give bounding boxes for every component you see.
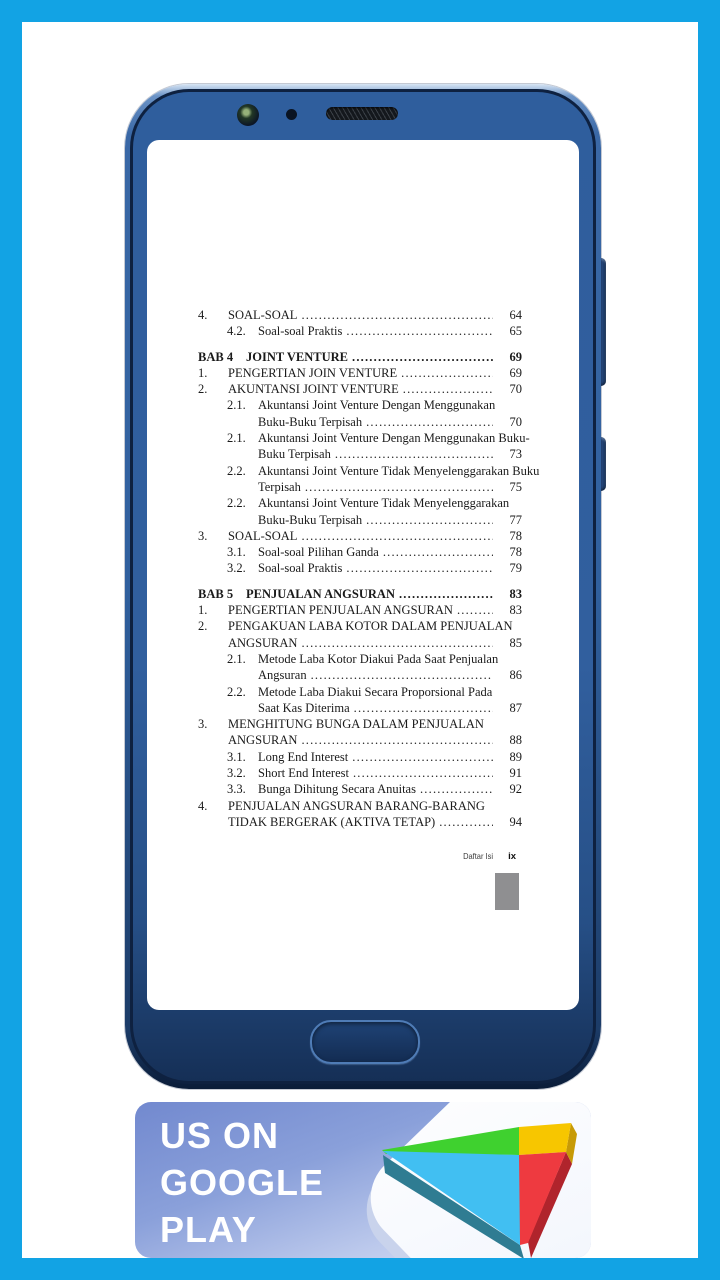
toc-entry-row: Buku-Buku Terpisah ..... 77 (198, 512, 522, 528)
footer-section-label: Daftar Isi (463, 851, 494, 861)
toc-entry-row: 2. AKUNTANSI JOINT VENTURE ..... 70 (198, 381, 522, 397)
page-corner-marker (495, 873, 519, 910)
toc-entry-row: 2. PENGAKUAN LABA KOTOR DALAM PENJUALAN (198, 619, 513, 634)
phone-screen (147, 140, 579, 1010)
toc-chapter-row: BAB 5 PENJUALAN ANGSURAN ..... 83 (198, 586, 522, 602)
banner-text (160, 1112, 324, 1253)
toc-entry-row: Buku Terpisah ..... 73 (198, 446, 522, 462)
toc-entry-row: 3. SOAL-SOAL ..... 78 (198, 528, 522, 544)
toc-entry-row: 4. PENJUALAN ANGSURAN BARANG-BARANG (198, 798, 485, 813)
proximity-sensor-icon (286, 109, 297, 120)
toc-chapter-row: BAB 4 JOINT VENTURE ..... 69 (198, 349, 522, 365)
banner-line-1: US ON (160, 1115, 280, 1156)
home-button (310, 1020, 420, 1064)
toc-entry-row: 1. PENGERTIAN JOIN VENTURE ..... 69 (198, 365, 522, 381)
toc-entry-row: 2.1. Metode Laba Kotor Diakui Pada Saat Penjualan (227, 651, 499, 666)
toc-entry-row: ANGSURAN ..... 85 (198, 635, 522, 651)
toc-entry-row: 2.1. Akuntansi Joint Venture Dengan Menggunakan (227, 398, 496, 413)
toc-entry-row: 2.1. Akuntansi Joint Venture Dengan Menggunakan Buku- (227, 431, 530, 446)
toc-entry-row: Angsuran ..... 86 (198, 667, 522, 683)
toc-entry-row: Buku-Buku Terpisah ..... 70 (198, 414, 522, 430)
toc-entry-row: 3.3. Bunga Dihitung Secara Anuitas ..... 92 (198, 781, 522, 797)
phone-frame-inner (130, 89, 596, 1084)
toc-entry-row: 3.2. Soal-soal Praktis ..... 79 (198, 560, 522, 576)
toc-entry-row: ANGSURAN ..... 88 (198, 732, 522, 748)
toc-entry-row: 3.1. Soal-soal Pilihan Ganda ..... 78 (198, 544, 522, 560)
footer-page-number: ix (508, 851, 516, 862)
toc-entry-row: 4.2. Soal-soal Praktis ..... 65 (198, 323, 522, 339)
google-play-banner[interactable] (135, 1102, 591, 1258)
speaker-grille-icon (326, 107, 398, 120)
toc-entry-row: Terpisah ..... 75 (198, 479, 522, 495)
page-footer (459, 851, 516, 862)
phone-bezel (133, 92, 593, 1081)
front-camera-icon (237, 104, 259, 126)
toc-entry-row: 1. PENGERTIAN PENJUALAN ANGSURAN ..... 83 (198, 602, 522, 618)
toc-entry-row: 4. SOAL-SOAL ..... 64 (198, 307, 522, 323)
toc-entry-row: 3. MENGHITUNG BUNGA DALAM PENJUALAN (198, 717, 484, 732)
toc-entry-row: 2.2. Akuntansi Joint Venture Tidak Menyelenggarakan (227, 496, 510, 511)
toc-entry-row: 2.2. Akuntansi Joint Venture Tidak Menyelenggarakan Buku (227, 463, 540, 478)
phone-mockup (125, 84, 601, 1089)
toc-entry-row: 3.1. Long End Interest ..... 89 (198, 749, 522, 765)
banner-line-2: GOOGLE (160, 1162, 325, 1203)
toc-entry-row: TIDAK BERGERAK (AKTIVA TETAP) ..... 94 (198, 814, 522, 830)
toc-entry-row: 2.2. Metode Laba Diakui Secara Proporsional Pada (227, 684, 493, 699)
table-of-contents (198, 307, 540, 830)
banner-line-3: PLAY (160, 1209, 257, 1250)
toc-entry-row: Saat Kas Diterima ..... 87 (198, 700, 522, 716)
toc-entry-row: 3.2. Short End Interest ..... 91 (198, 765, 522, 781)
